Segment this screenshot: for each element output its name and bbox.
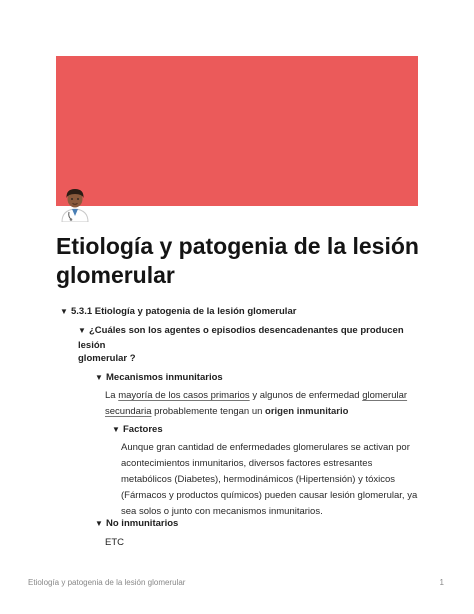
toggle-factors[interactable] — [112, 423, 163, 436]
page-number: 1 — [439, 578, 444, 587]
page-title: Etiología y patogenia de la lesión glomerular — [56, 233, 419, 288]
toggle-section[interactable] — [60, 305, 296, 318]
link-secundaria[interactable]: secundaria — [105, 406, 152, 417]
factors-line: metabólicos (Diabetes), hermodinámicos (Hipertensión) y tóxicos — [121, 474, 396, 485]
triangle-down-icon[interactable]: ▼ — [78, 326, 86, 335]
immune-paragraph — [105, 388, 425, 420]
question-line-2: lesión — [78, 340, 106, 351]
link-primary-cases[interactable]: mayoría de los casos primarios — [118, 390, 250, 401]
toggle-question[interactable] — [78, 324, 418, 337]
question-line-3: glomerular ? — [78, 353, 136, 364]
triangle-down-icon[interactable]: ▼ — [112, 425, 120, 434]
section-heading: 5.3.1 Etiología y patogenia de la lesión glomerular — [71, 306, 297, 317]
toggle-non-immune[interactable] — [95, 517, 178, 530]
question-line-1: ¿Cuáles son los agentes o episodios desencadenantes que producen — [89, 325, 404, 336]
non-immune-text: ETC — [105, 537, 124, 548]
factors-heading: Factores — [123, 424, 163, 435]
link-glomerular[interactable]: glomerular — [362, 390, 408, 401]
immune-text-3: probablemente tengan un — [151, 406, 266, 417]
factors-line: acontecimientos inmunitarios, diversos factores estresantes — [121, 458, 373, 469]
immune-heading: Mecanismos inmunitarios — [106, 372, 223, 383]
non-immune-heading: No inmunitarios — [106, 518, 179, 529]
factors-line: (Fármacos y productos químicos) pueden causar lesión glomerular, ya — [121, 490, 418, 501]
factors-line: Aunque gran cantidad de enfermedades glomerulares se activan por — [121, 442, 410, 453]
doctor-avatar-icon — [58, 186, 92, 222]
immune-bold: origen inmunitario — [265, 406, 349, 417]
triangle-down-icon[interactable]: ▼ — [60, 307, 68, 316]
footer-title: Etiología y patogenia de la lesión glomerular — [28, 578, 186, 587]
immune-text-1: La — [105, 390, 119, 401]
triangle-down-icon[interactable]: ▼ — [95, 373, 103, 382]
immune-text-2: y algunos de enfermedad — [249, 390, 363, 401]
factors-line: sea solos o junto con mecanismos inmunitarios. — [121, 506, 323, 517]
factors-paragraph — [121, 440, 441, 520]
triangle-down-icon[interactable]: ▼ — [95, 519, 103, 528]
toggle-immune[interactable] — [95, 371, 223, 384]
cover-banner — [56, 56, 418, 206]
